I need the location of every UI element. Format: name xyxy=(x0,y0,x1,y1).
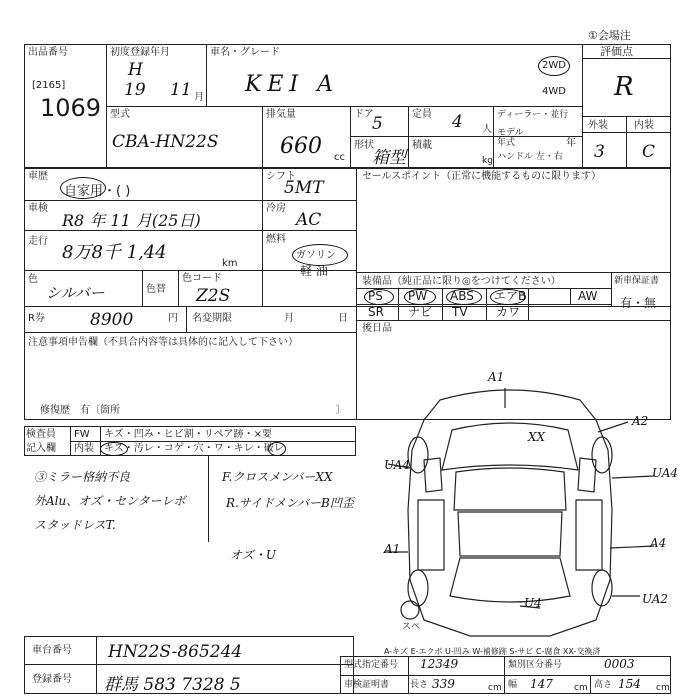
fuel-gasoline: ガソリン xyxy=(296,250,336,261)
spare-label: スペ xyxy=(402,622,421,632)
equip-ps: PS xyxy=(368,289,383,303)
equip-aw: AW xyxy=(578,289,598,303)
name-label: 車名・グレード xyxy=(210,47,280,58)
shift-value: 5MT xyxy=(284,178,324,198)
inspection-value: R8 年 11 月(25日) xyxy=(62,211,201,230)
note-front-cross: F.クロスメンバーXX xyxy=(222,470,333,484)
interior-label: 内装 xyxy=(634,120,654,131)
length-label: 長さ xyxy=(410,680,429,690)
interior-scratch-circle xyxy=(100,442,128,456)
mark-center-xx: XX xyxy=(528,430,546,444)
capacity-label: 定員 xyxy=(412,109,432,120)
equip-sr: SR xyxy=(368,305,384,319)
name-change-label: 名変期限 xyxy=(192,313,232,324)
color-label: 色 xyxy=(28,274,38,285)
equip-pw: PW xyxy=(408,289,428,303)
cert-label: 車検証明書 xyxy=(344,680,390,690)
lot-label: 出品番号 xyxy=(28,47,68,58)
yen-unit: 円 xyxy=(168,313,178,324)
exterior-label: 外装 xyxy=(588,120,608,131)
equip-tv: TV xyxy=(452,305,468,319)
rating-value: R xyxy=(614,72,634,102)
color-code-value: Z2S xyxy=(196,286,231,306)
dealer-label: ディーラー・並行 xyxy=(497,110,569,120)
sales-point-label: セールスポイント（正常に機能するものに限ります） xyxy=(362,171,602,182)
note-mirror: ③ミラー格納不良 xyxy=(34,470,131,484)
capacity-value: 4 xyxy=(452,112,463,132)
first-reg-month: 11 xyxy=(170,80,192,100)
plate-label: 登録番号 xyxy=(32,674,72,685)
height-value: 154 xyxy=(618,677,641,691)
first-reg-era: H xyxy=(128,60,143,80)
length-value: 339 xyxy=(432,677,455,691)
fw-codes: キズ・凹み・ヒビ割・リペア跡・×要 xyxy=(104,429,272,440)
rating-label: 評価点 xyxy=(600,45,633,58)
width-unit: cm xyxy=(574,683,588,693)
color-code-label: 色コード xyxy=(182,273,222,284)
mileage-value: 8万8千 1,44 xyxy=(62,242,167,263)
height-label: 高さ xyxy=(594,680,613,690)
type-label: 型式 xyxy=(110,109,130,120)
entry-label: 記入欄 xyxy=(26,443,56,454)
mark-rear-u4: U4 xyxy=(524,596,542,610)
name-change-month: 月 xyxy=(284,313,294,324)
color-change-label: 色替 xyxy=(146,284,166,295)
color-value: シルバー xyxy=(46,284,105,302)
inspector-label: 検査員 xyxy=(26,429,56,440)
mark-right-ua4: UA4 xyxy=(652,466,679,480)
equip-airbag-circle xyxy=(490,289,526,305)
km-unit: km xyxy=(222,258,238,269)
interior-entry-label: 内装 xyxy=(74,443,94,454)
name-change-day: 日 xyxy=(338,313,348,324)
notes-label: 注意事項申告欄（不具合内容等は具体的に記入して下さい） xyxy=(28,337,298,348)
interior-codes: キズ・汚レ・コゲ・穴・ワ・キレ・破レ xyxy=(104,443,284,454)
handle-label: ハンドル 左・右 xyxy=(497,152,563,162)
notes-divider xyxy=(208,456,209,542)
interior-wa-circle xyxy=(268,442,286,456)
ac-value: AC xyxy=(296,210,322,230)
equip-ps-circle xyxy=(364,289,394,305)
model-label: モデル xyxy=(497,128,524,138)
repair-label: 修復歴 有〔箇所 xyxy=(40,405,120,416)
exterior-value: 3 xyxy=(594,142,605,162)
door-label: ドア xyxy=(354,109,374,120)
note-oz-u: オズ・U xyxy=(230,548,276,562)
mark-right-a4: A4 xyxy=(650,536,667,550)
equip-airbag: エアB xyxy=(494,289,527,303)
displacement-label: 排気量 xyxy=(266,109,296,120)
first-reg-year: 19 xyxy=(124,80,146,100)
car-name: KEI A xyxy=(245,72,340,97)
car-history-label: 車歴 xyxy=(28,171,48,182)
mileage-label: 走行 xyxy=(28,236,48,247)
note-studless: スタッドレスT. xyxy=(34,518,116,532)
drive-2wd: 2WD xyxy=(542,60,566,71)
note-rear-side: R.サイドメンバーB凹歪 xyxy=(226,496,354,510)
ac-label: 冷房 xyxy=(266,203,286,214)
mark-rear-ua2: UA2 xyxy=(642,592,669,606)
width-value: 147 xyxy=(530,677,553,691)
lot-code: [2165] xyxy=(32,80,66,91)
load-label: 積載 xyxy=(412,140,432,151)
chassis-label: 車台番号 xyxy=(32,645,72,656)
capacity-unit: 人 xyxy=(482,124,492,135)
type-cert-label: 型式指定番号 xyxy=(344,660,399,670)
month-suffix: 月 xyxy=(194,92,204,103)
mark-left-ua4: UA4 xyxy=(384,458,411,472)
body-label: 形状 xyxy=(354,140,374,151)
repair-close: 〕 xyxy=(336,405,346,416)
note-exterior: 外Alu、オズ・センターレボ xyxy=(34,494,186,508)
new-car-warranty-label: 新車保証書 xyxy=(614,276,660,286)
plate-value: 群馬 583 7328 5 xyxy=(104,675,241,695)
shift-label: シフト xyxy=(266,171,296,182)
height-unit: cm xyxy=(656,683,670,693)
equip-navi: ナビ xyxy=(408,305,433,319)
chassis-value: HN22S-865244 xyxy=(108,642,243,662)
displacement-value: 660 xyxy=(280,134,322,159)
recycle-value: 8900 xyxy=(90,310,134,330)
type-value: CBA-HN22S xyxy=(112,132,219,152)
rear-seat-label: 後日品 xyxy=(362,323,392,334)
damage-legend: A-キズ E-エクボ U-凹み W-補修跡 S-サビ C-腐食 XX-交換済 xyxy=(384,647,601,656)
first-reg-label: 初度登録年月 xyxy=(110,47,170,58)
model-year-label: 年式 xyxy=(497,138,516,148)
cc-unit: cc xyxy=(334,152,345,163)
fw-label: FW xyxy=(74,429,90,440)
mark-left-a1: A1 xyxy=(384,542,401,556)
class-value: 0003 xyxy=(604,657,635,671)
class-label: 類別区分番号 xyxy=(508,660,563,670)
recycle-label: R券 xyxy=(28,313,45,324)
warranty-value: 有・無 xyxy=(620,296,657,310)
length-unit: cm xyxy=(488,683,502,693)
interior-value: C xyxy=(642,142,656,162)
equip-abs-circle xyxy=(446,289,482,305)
car-history-value: 自家用・( ) xyxy=(64,184,131,199)
kg-unit: kg xyxy=(482,156,493,166)
drive-4wd: 4WD xyxy=(542,86,566,97)
venue-note: ①会場注 xyxy=(588,29,631,42)
width-label: 幅 xyxy=(508,680,518,690)
body-value: 箱型 xyxy=(372,148,406,168)
door-value: 5 xyxy=(372,114,383,134)
car-history-circle xyxy=(60,177,106,199)
fuel-label: 燃料 xyxy=(266,234,286,245)
equip-abs: ABS xyxy=(450,289,474,303)
inspection-label: 車検 xyxy=(28,203,48,214)
mark-front-a1: A1 xyxy=(488,370,505,384)
lot-number: 1069 xyxy=(40,94,102,122)
car-damage-diagram xyxy=(360,360,700,660)
mark-right-a2: A2 xyxy=(632,414,649,428)
equip-leather: カワ xyxy=(496,305,521,319)
fuel-diesel: 軽 油 xyxy=(300,264,328,278)
type-cert-value: 12349 xyxy=(420,657,459,671)
equip-pw-circle xyxy=(404,289,436,305)
fuel-circle xyxy=(292,244,348,266)
year-suffix: 年 xyxy=(566,138,576,149)
equip-label: 装備品（純正品に限り◎をつけてください） xyxy=(362,276,561,287)
